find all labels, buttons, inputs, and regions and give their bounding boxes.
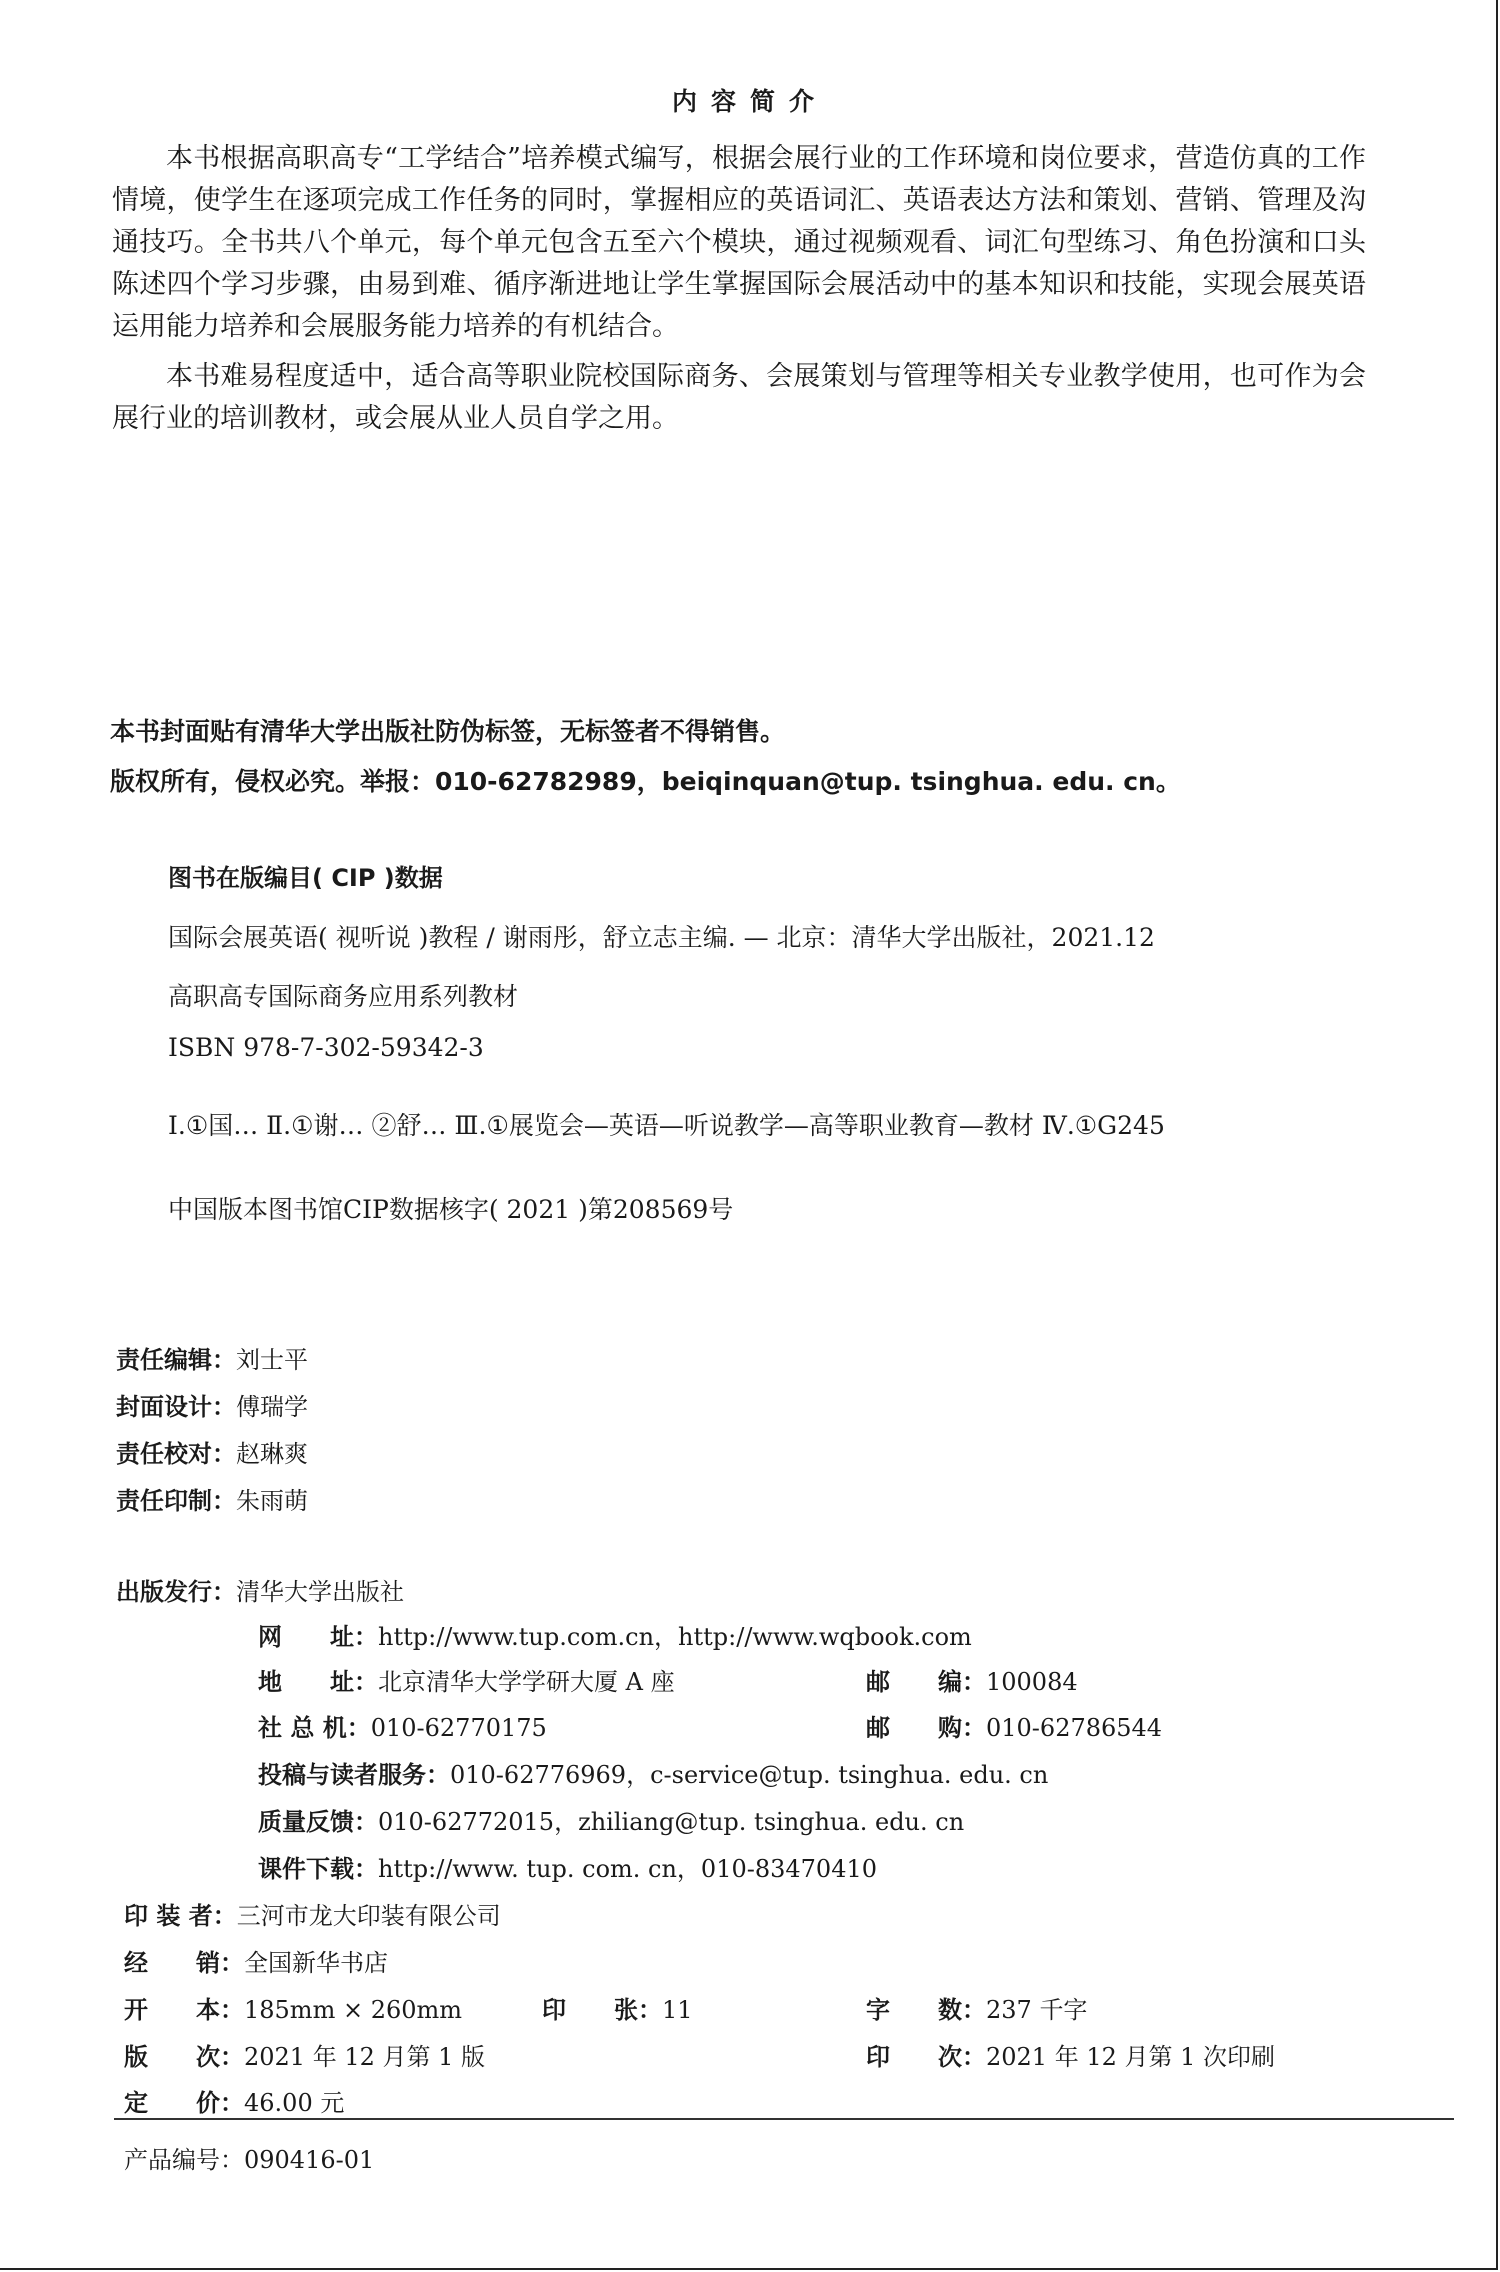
impression-label: 印 次： xyxy=(866,2043,986,2071)
intro-paragraph-2: 本书难易程度适中，适合高等职业院校国际商务、会展策划与管理等相关专业教学使用，也可作为会展行业的培训教材，或会展从业人员自学之用。 xyxy=(112,361,1366,434)
staff-value: 刘士平 xyxy=(236,1346,308,1374)
reader-service-value: 010-62776969，c-service@tup. tsinghua. edu. cn xyxy=(450,1761,1049,1789)
mail-order-value: 010-62786544 xyxy=(986,1714,1163,1742)
courseware-download-row xyxy=(258,1849,877,1884)
sheets-value: 11 xyxy=(662,1996,693,2024)
sheets-label: 印 张： xyxy=(542,1996,662,2024)
price-label: 定 价： xyxy=(124,2089,244,2117)
staff-row xyxy=(116,1434,308,1469)
intro-text xyxy=(112,138,1366,440)
page-title: 内容简介 xyxy=(671,87,828,116)
staff-value: 朱雨萌 xyxy=(236,1487,308,1515)
mail-order-label: 邮 购： xyxy=(866,1714,986,1742)
staff-row xyxy=(116,1387,308,1422)
phone-row xyxy=(258,1708,547,1743)
staff-label: 责任印制： xyxy=(116,1487,236,1515)
word-count-label: 字 数： xyxy=(866,1996,986,2024)
product-code-label: 产品编号： xyxy=(124,2146,244,2174)
product-code-value: 090416-01 xyxy=(244,2146,375,2174)
printer-value: 三河市龙大印装有限公司 xyxy=(236,1902,501,1930)
cip-heading: 图书在版编目( CIP )数据 xyxy=(168,864,443,892)
divider-line xyxy=(114,2118,1454,2120)
printer-row xyxy=(124,1896,501,1931)
staff-row xyxy=(116,1340,308,1375)
printer-label: 印 装 者： xyxy=(124,1902,237,1930)
address-row xyxy=(258,1662,675,1697)
distributor-label: 经 销： xyxy=(124,1949,244,1977)
publisher-row xyxy=(116,1572,404,1607)
edition-value: 2021 年 12 月第 1 版 xyxy=(244,2043,486,2071)
website-value: http://www.tup.com.cn，http://www.wqbook.com xyxy=(378,1623,972,1651)
distributor-row xyxy=(124,1943,388,1978)
impression-value: 2021 年 12 月第 1 次印刷 xyxy=(986,2043,1276,2071)
distributor-value: 全国新华书店 xyxy=(244,1949,388,1977)
cip-line-number: 中国版本图书馆CIP数据核字( 2021 )第208569号 xyxy=(168,1195,734,1224)
anti-counterfeit-notice: 本书封面贴有清华大学出版社防伪标签，无标签者不得销售。 xyxy=(110,717,786,746)
zip-label: 邮 编： xyxy=(866,1668,986,1696)
staff-label: 封面设计： xyxy=(116,1393,236,1421)
staff-row xyxy=(116,1481,308,1516)
format-label: 开 本： xyxy=(124,1996,244,2024)
word-count-value: 237 千字 xyxy=(986,1996,1088,2024)
quality-feedback-label: 质量反馈： xyxy=(258,1808,378,1836)
price-row xyxy=(124,2083,344,2118)
staff-label: 责任编辑： xyxy=(116,1346,236,1374)
address-value: 北京清华大学学研大厦 A 座 xyxy=(378,1668,675,1696)
website-row xyxy=(258,1617,972,1652)
cip-line-classification: Ⅰ.①国… Ⅱ.①谢… ②舒… Ⅲ.①展览会—英语—听说教学—高等职业教育—教材 Ⅳ.①G245 xyxy=(168,1111,1165,1140)
website-label: 网 址： xyxy=(258,1623,378,1651)
copyright-notice: 版权所有，侵权必究。举报：010-62782989，beiqinquan@tup. tsinghua. edu. cn。 xyxy=(110,767,1181,796)
reader-service-label: 投稿与读者服务： xyxy=(258,1761,450,1789)
courseware-download-label: 课件下载： xyxy=(258,1855,378,1883)
publisher-label: 出版发行： xyxy=(116,1578,236,1606)
zip-row xyxy=(866,1662,1078,1697)
product-code-row xyxy=(124,2140,374,2175)
impression-row xyxy=(866,2037,1275,2072)
sheets-row xyxy=(542,1990,693,2025)
edition-row xyxy=(124,2037,485,2072)
staff-label: 责任校对： xyxy=(116,1440,236,1468)
staff-value: 傅瑞学 xyxy=(236,1393,308,1421)
phone-label: 社 总 机： xyxy=(258,1714,371,1742)
format-value: 185mm × 260mm xyxy=(244,1996,463,2024)
mail-order-row xyxy=(866,1708,1162,1743)
quality-feedback-row xyxy=(258,1802,964,1837)
cip-line-title: 国际会展英语( 视听说 )教程 / 谢雨彤，舒立志主编. — 北京：清华大学出版社，2021.12 xyxy=(168,923,1155,952)
edition-label: 版 次： xyxy=(124,2043,244,2071)
zip-value: 100084 xyxy=(986,1668,1078,1696)
price-value: 46.00 元 xyxy=(244,2089,345,2117)
address-label: 地 址： xyxy=(258,1668,378,1696)
publisher-value: 清华大学出版社 xyxy=(236,1578,404,1606)
cip-line-series: 高职高专国际商务应用系列教材 xyxy=(168,982,519,1011)
courseware-download-value: http://www. tup. com. cn，010-83470410 xyxy=(378,1855,878,1883)
format-row xyxy=(124,1990,462,2025)
reader-service-row xyxy=(258,1755,1048,1790)
phone-value: 010-62770175 xyxy=(370,1714,547,1742)
intro-paragraph-1: 本书根据高职高专“工学结合”培养模式编写，根据会展行业的工作环境和岗位要求，营造仿真的工作情境，使学生在逐项完成工作任务的同时，掌握相应的英语词汇、英语表达方法和策划、营销、管理及沟通技巧。全书共八个单元，每个单元包含五至六个模块，通过视频观看、词汇句型练习、角色扮演和口头陈述四个学习步骤，由易到难、循序渐进地让学生掌握国际会展活动中的基本知识和技能，实现会展英语运用能力培养和会展服务能力培养的有机结合。 xyxy=(112,143,1366,342)
cip-line-isbn: ISBN 978-7-302-59342-3 xyxy=(168,1033,484,1062)
staff-value: 赵琳爽 xyxy=(236,1440,308,1468)
word-count-row xyxy=(866,1990,1087,2025)
quality-feedback-value: 010-62772015，zhiliang@tup. tsinghua. edu. cn xyxy=(378,1808,965,1836)
